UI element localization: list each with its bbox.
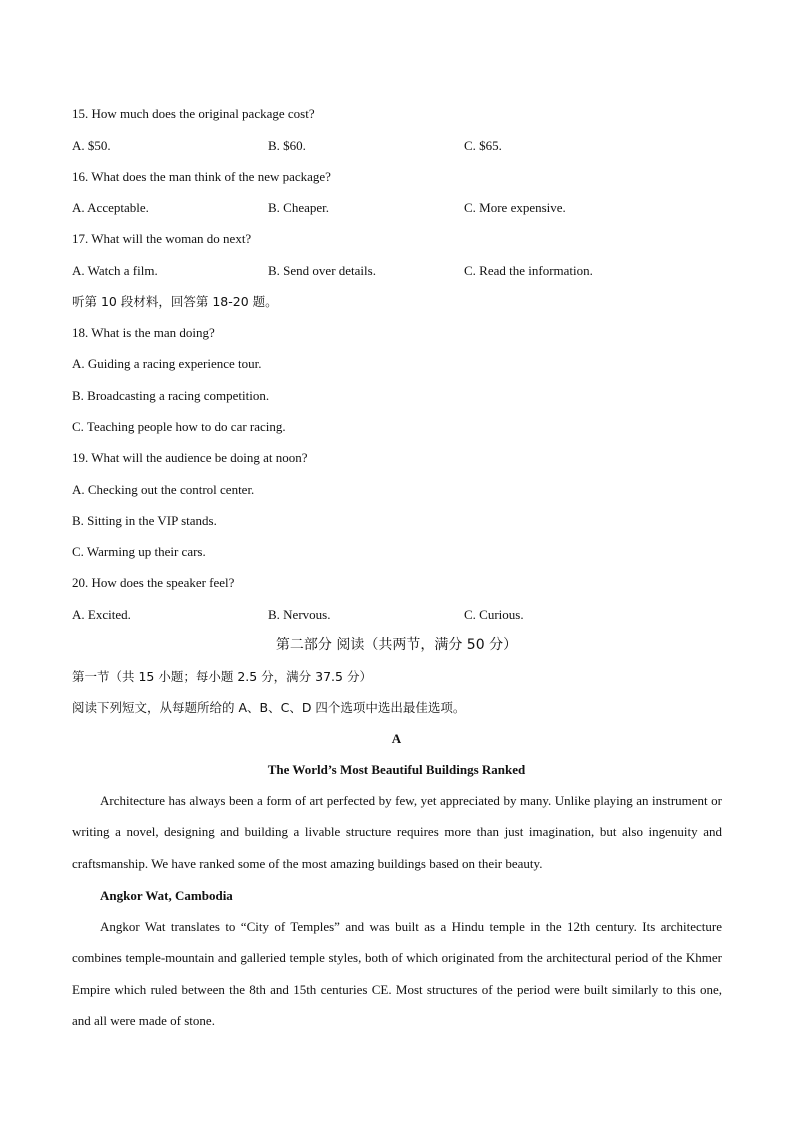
q15-option-a: A. $50. [72, 138, 111, 153]
reading-instruction: 阅读下列短文，从每题所给的 A、B、C、D 四个选项中选出最佳选项。 [72, 700, 466, 715]
q17-option-a: A. Watch a film. [72, 263, 158, 278]
question-15: 15. How much does the original package cost? [72, 106, 315, 121]
part-two-title: 第二部分 阅读（共两节，满分 50 分） [275, 637, 518, 653]
section-one-heading: 第一节（共 15 小题；每小题 2.5 分，满分 37.5 分） [72, 669, 372, 684]
q20-option-a: A. Excited. [72, 607, 131, 622]
angkor-wat-paragraph: Angkor Wat translates to “City of Temples” and was built as a Hindu temple in the 12th century. Its architecture combines temple-mountain and galleried temple styles, both of which originated from the architectural period of the Khmer Empire which ruled between the 8th and 15th centuries CE. Most structures of the period were built similarly to this one, and all were made of stone. [72, 919, 722, 1028]
question-18: 18. What is the man doing? [72, 325, 215, 340]
section-10-instruction: 听第 10 段材料，回答第 18-20 题。 [72, 294, 278, 309]
q17-option-c: C. Read the information. [464, 263, 593, 278]
q18-option-a: A. Guiding a racing experience tour. [72, 356, 262, 371]
q19-option-c: C. Warming up their cars. [72, 544, 206, 559]
q20-option-b: B. Nervous. [268, 607, 331, 622]
question-17: 17. What will the woman do next? [72, 231, 252, 246]
q19-option-a: A. Checking out the control center. [72, 482, 255, 497]
q17-option-b: B. Send over details. [268, 263, 376, 278]
q16-option-b: B. Cheaper. [268, 200, 330, 215]
question-19: 19. What will the audience be doing at noon? [72, 450, 308, 465]
question-20: 20. How does the speaker feel? [72, 575, 235, 590]
q16-option-a: A. Acceptable. [72, 200, 149, 215]
q19-option-b: B. Sitting in the VIP stands. [72, 513, 217, 528]
q15-option-b: B. $60. [268, 138, 306, 153]
q18-option-b: B. Broadcasting a racing competition. [72, 388, 270, 403]
passage-title: The World’s Most Beautiful Buildings Ranked [267, 762, 526, 777]
passage-letter: A [391, 731, 402, 746]
intro-paragraph: Architecture has always been a form of art perfected by few, yet appreciated by many. Unlike playing an instrument or writing a novel, designing and building a livable structure requires more than just imagination, but also ingenuity and craftsmanship. We have ranked some of the most amazing buildings based on their beauty. [72, 793, 722, 871]
q15-option-c: C. $65. [464, 138, 502, 153]
item-heading-angkor-wat: Angkor Wat, Cambodia [100, 888, 233, 903]
q20-option-c: C. Curious. [464, 607, 524, 622]
q18-option-c: C. Teaching people how to do car racing. [72, 419, 286, 434]
q16-option-c: C. More expensive. [464, 200, 566, 215]
question-16: 16. What does the man think of the new package? [72, 169, 331, 184]
